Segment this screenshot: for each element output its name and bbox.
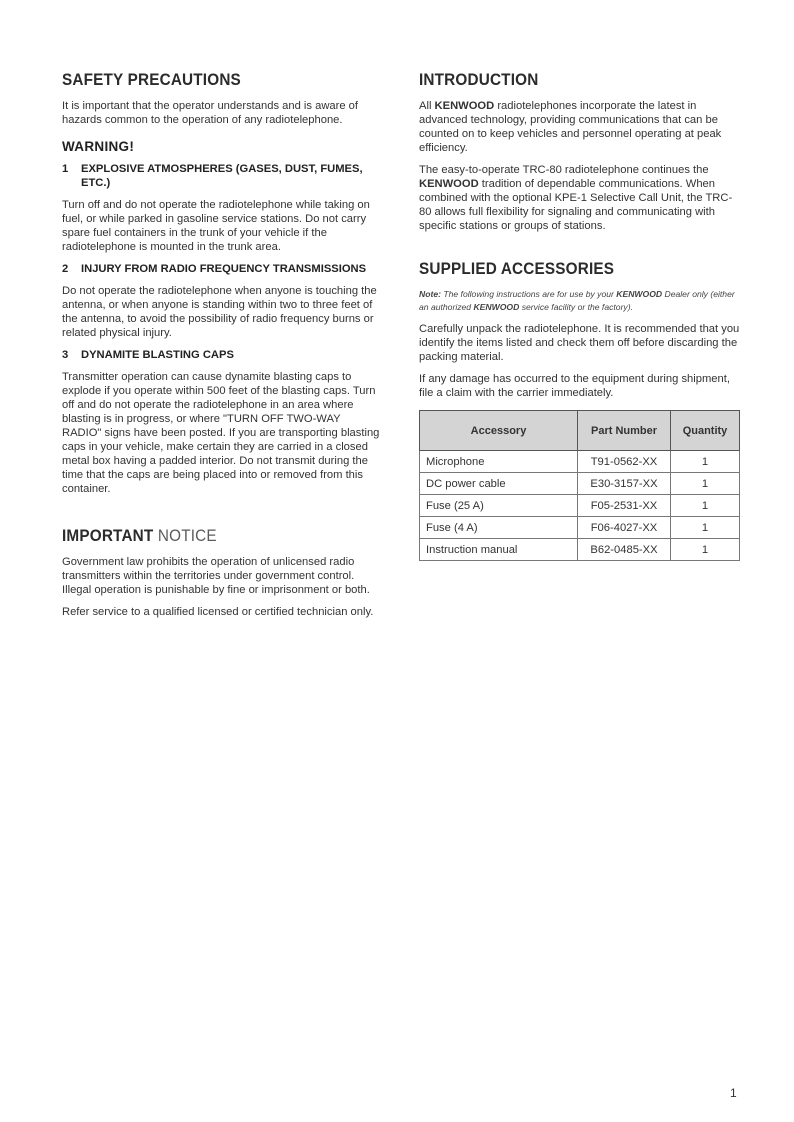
item-3-text: Transmitter operation can cause dynamite blasting caps to explode if you operate within 500 feet of the blasting caps. Turn off and do not operate the radiotelephone in an area where blasting is in progress, or where "TURN OFF TWO-WAY RADIO" signs have been posted. If you are transporting blasting caps in your vehicle, make certain they are carried in a closed metal box having a padded interior. Do not transmit during the time that the caps are being placed into or removed from this container. bbox=[62, 371, 380, 495]
safety-intro: It is important that the operator understands and is aware of hazards common to the operation of any radiotelephone. bbox=[62, 100, 359, 126]
page-number: 1 bbox=[730, 1086, 737, 1100]
col-quantity: Quantity bbox=[671, 411, 740, 451]
intro-paragraph-1: All KENWOOD radiotelephones incorporate the latest in advanced technology, providing communications that can be counted on to keep vehicles and personnel operating at peak efficiency. bbox=[419, 100, 722, 154]
notice-paragraph-1: Government law prohibits the operation of unlicensed radio transmitters within the territories under government control. Illegal operation is punishable by fine or imprisonment or both. bbox=[62, 556, 370, 596]
accessories-table bbox=[419, 410, 740, 561]
dealer-note: Note: The following instructions are for use by your KENWOOD Dealer only (either an authorized KENWOOD service facility or the factory). bbox=[419, 289, 735, 312]
supplied-accessories-heading: SUPPLIED ACCESSORIES bbox=[419, 259, 615, 278]
table-row: Fuse (4 A) F06-4027-XX 1 bbox=[420, 517, 740, 539]
brand-name: KENWOOD bbox=[434, 100, 495, 112]
notice-paragraph-2: Refer service to a qualified licensed or certified technician only. bbox=[62, 606, 374, 618]
intro-paragraph-2: The easy-to-operate TRC-80 radiotelephone continues the KENWOOD tradition of dependable communications. When combined with the optional KPE-1 Selective Call Unit, the TRC-80 allows full flexibility for signaling and communicating with specific stations or groups of stations. bbox=[419, 164, 733, 232]
item-1-text: Turn off and do not operate the radiotelephone while taking on fuel, or while parked in gasoline service stations. Do not carry spare fuel containers in the trunk of your vehicle if the radiotelephone is mounted in the trunk area. bbox=[62, 199, 370, 253]
col-part-number: Part Number bbox=[578, 411, 671, 451]
table-row: Instruction manual B62-0485-XX 1 bbox=[420, 539, 740, 561]
safety-precautions-heading: SAFETY PRECAUTIONS bbox=[62, 70, 241, 89]
item-3-heading: 3 DYNAMITE BLASTING CAPS bbox=[62, 349, 234, 361]
item-1-heading: 1 EXPLOSIVE ATMOSPHERES (GASES, DUST, FUMES, ETC.) bbox=[62, 163, 363, 189]
damage-paragraph: If any damage has occurred to the equipment during shipment, file a claim with the carrier immediately. bbox=[419, 373, 730, 399]
item-2-heading: 2 INJURY FROM RADIO FREQUENCY TRANSMISSIONS bbox=[62, 263, 367, 275]
item-2-text: Do not operate the radiotelephone when anyone is touching the antenna, or when anyone is standing within two to three feet of the antenna, to avoid the possibility of radio frequency burns or related physical injury. bbox=[62, 285, 377, 339]
table-row: Microphone T91-0562-XX 1 bbox=[420, 451, 740, 473]
important-notice-heading: IMPORTANT NOTICE bbox=[62, 526, 217, 545]
right-column bbox=[419, 70, 741, 561]
brand-name: KENWOOD bbox=[419, 178, 479, 190]
left-column bbox=[62, 70, 382, 627]
unpack-paragraph: Carefully unpack the radiotelephone. It is recommended that you identify the items listed and check them off before discarding the packing material. bbox=[419, 323, 740, 363]
table-row: DC power cable E30-3157-XX 1 bbox=[420, 473, 740, 495]
introduction-heading: INTRODUCTION bbox=[419, 70, 539, 89]
col-accessory: Accessory bbox=[420, 411, 578, 451]
warning-heading: WARNING! bbox=[62, 139, 135, 154]
table-row: Fuse (25 A) F05-2531-XX 1 bbox=[420, 495, 740, 517]
